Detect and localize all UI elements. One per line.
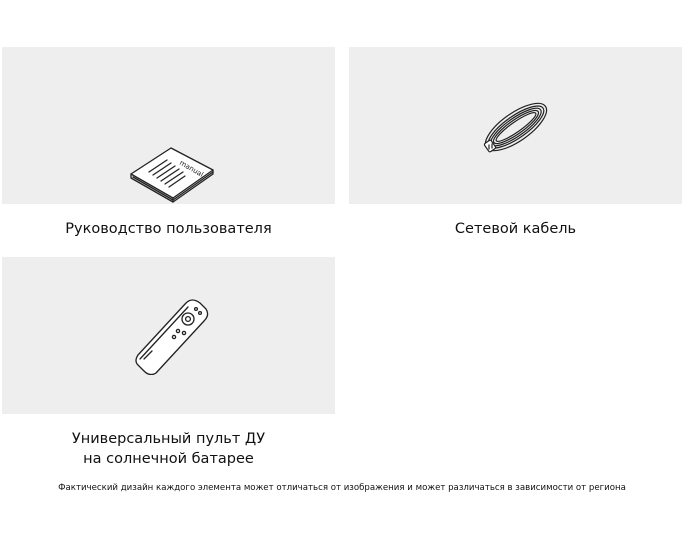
manual-icon-text: manual	[178, 158, 205, 179]
manual-icon	[127, 140, 215, 212]
manual-caption	[2, 219, 335, 239]
power-cable-icon	[476, 95, 556, 159]
remote-caption	[2, 429, 335, 469]
power-cable-caption-line: Сетевой кабель	[454, 221, 577, 237]
power-cable-caption	[349, 219, 682, 239]
remote-caption-line-2: на солнечной батарее	[83, 451, 254, 467]
remote-control-icon	[130, 293, 216, 375]
power-cable-card	[349, 47, 682, 204]
manual-card	[2, 47, 335, 204]
manual-caption-line: Руководство пользователя	[65, 221, 272, 237]
remote-card	[2, 257, 335, 414]
footnote: Фактический дизайн каждого элемента может отличаться от изображения и может различаться в зависимости от региона	[58, 483, 626, 493]
remote-caption-line-1: Универсальный пульт ДУ	[71, 431, 266, 447]
